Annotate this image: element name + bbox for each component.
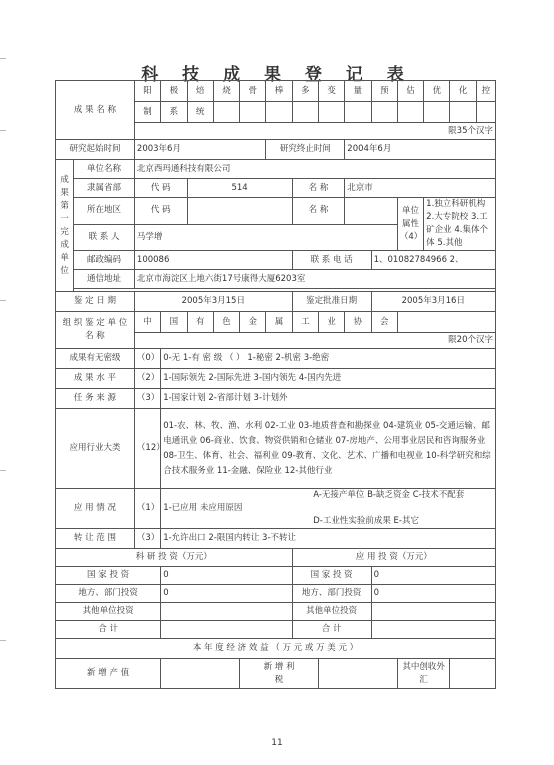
name-char: 量	[345, 81, 371, 102]
org-char: 属	[266, 312, 292, 333]
phone-label: 联 系 电 话	[292, 251, 371, 270]
postcode-value: 100086	[134, 251, 292, 270]
level-label: 成 果 水 平	[56, 369, 135, 389]
org-char: 金	[240, 312, 266, 333]
name-char: 多	[292, 81, 318, 102]
name-char: 估	[397, 81, 423, 102]
name-char: 阳	[134, 81, 160, 102]
org-limit-note: 限20个汉字	[134, 333, 495, 349]
end-time-label: 研究终止时间	[266, 140, 345, 160]
start-time-label: 研究起始时间	[56, 140, 135, 160]
secret-label: 成果有无密级	[56, 349, 135, 369]
application-opt2: A-无接产单位 B-缺乏资金 C-技术不配套	[313, 490, 465, 500]
org-char: 业	[318, 312, 344, 333]
name-char-empty	[476, 102, 495, 123]
region-code-label: 代 码	[134, 198, 187, 225]
level-options: 1-国际领先 2-国际先进 3-国内领先 4-国内先进	[161, 369, 496, 389]
affiliation-code-label: 代 码	[134, 179, 187, 198]
application-label: 应 用 情 况	[56, 489, 135, 529]
total-app-value	[371, 621, 495, 639]
approval-date-value: 2005年3月16日	[371, 292, 495, 312]
national-research-value: 0	[161, 567, 292, 585]
benefit-header: 本 年 度 经 济 效 益 （ 万 元 或 万 美 元 ）	[56, 639, 496, 659]
name-char: 化	[450, 81, 476, 102]
name-char: 极	[161, 81, 187, 102]
name-char: 棒	[266, 81, 292, 102]
new-value-label: 新 增 产 值	[56, 659, 161, 689]
affiliation-name-value: 北京市	[345, 179, 496, 198]
address-label: 通信地址	[74, 270, 135, 289]
org-char: 中	[134, 312, 160, 333]
unit-attr-text: 单位属性	[402, 205, 420, 229]
source-code: （3）	[134, 389, 160, 409]
other-app-value	[371, 603, 495, 621]
other-app-label: 其他单位投资	[292, 603, 371, 621]
name-char-empty	[240, 102, 266, 123]
total-app-label: 合 计	[292, 621, 371, 639]
achievement-name-label: 成 果 名 称	[56, 81, 135, 140]
new-profit-value	[318, 659, 397, 689]
affiliation-code-value: 514	[187, 179, 292, 198]
affiliation-label: 隶属省部	[74, 179, 135, 198]
national-app-label: 国 家 投 资	[292, 567, 371, 585]
local-app-value: 0	[371, 585, 495, 603]
margin-mark	[0, 58, 6, 59]
name-char: 焙	[187, 81, 213, 102]
forex-value	[450, 659, 496, 689]
unit-attr-label	[397, 198, 423, 251]
application-options	[161, 489, 496, 529]
total-research-label: 合 计	[56, 621, 161, 639]
name-char-empty	[450, 102, 476, 123]
other-research-value	[161, 603, 292, 621]
region-label: 所在地区	[74, 198, 135, 225]
name-char: 骨	[240, 81, 266, 102]
name-char-empty	[292, 102, 318, 123]
affiliation-name-label: 名 称	[292, 179, 345, 198]
name-char: 优	[424, 81, 450, 102]
margin-mark	[0, 470, 6, 471]
secret-code: （0）	[134, 349, 160, 369]
region-name-label: 名 称	[292, 198, 345, 225]
org-char: 会	[371, 312, 397, 333]
name-char-empty	[397, 102, 423, 123]
transfer-code: （3）	[134, 529, 160, 549]
transfer-label: 转 让 范 围	[56, 529, 135, 549]
postcode-label: 邮政编码	[74, 251, 135, 270]
local-app-label: 地方、部门投资	[292, 585, 371, 603]
region-code-value	[187, 198, 292, 225]
unit-name-value: 北京西玛通科技有限公司	[134, 160, 495, 179]
margin-mark	[0, 640, 6, 641]
transfer-options: 1-允许出口 2-限国内转让 3-不转让	[161, 529, 496, 549]
source-options: 1-国家计划 2-省部计划 3-计划外	[161, 389, 496, 409]
application-opt1: 1-已应用 未应用原因	[163, 503, 243, 513]
name-char: 制	[134, 102, 160, 123]
phone-value: 1、01082784966 2、	[371, 251, 495, 270]
name-char-empty	[266, 102, 292, 123]
local-research-label: 地方、部门投资	[56, 585, 161, 603]
unit-attr-value: （4）	[399, 231, 423, 242]
new-value-value	[161, 659, 240, 689]
name-char: 烧	[213, 81, 239, 102]
name-char: 变	[318, 81, 344, 102]
total-research-value	[161, 621, 292, 639]
org-char: 有	[187, 312, 213, 333]
margin-mark	[0, 300, 6, 301]
name-char-empty	[424, 102, 450, 123]
national-app-value: 0	[371, 567, 495, 585]
national-research-label: 国 家 投 资	[56, 567, 161, 585]
registration-form	[55, 80, 496, 689]
name-char-empty	[345, 102, 371, 123]
org-char: 国	[161, 312, 187, 333]
name-char-empty	[213, 102, 239, 123]
local-research-value: 0	[161, 585, 292, 603]
address-value: 北京市海淀区上地六街17号康得大厦6203室	[134, 270, 495, 289]
other-research-label: 其他单位投资	[56, 603, 161, 621]
org-char: 色	[213, 312, 239, 333]
margin-mark	[0, 130, 6, 131]
form-title: 科 技 成 果 登 记 表	[141, 65, 413, 85]
org-char: 工	[292, 312, 318, 333]
region-name-value	[345, 198, 398, 225]
appraisal-date-value: 2005年3月15日	[134, 292, 292, 312]
application-opt3: D-工业性实验前成果 E-其它	[313, 516, 419, 526]
end-time-value: 2004年6月	[345, 140, 496, 160]
first-unit-label: 成果第一完成单位	[56, 160, 74, 292]
name-char: 系	[161, 102, 187, 123]
contact-value: 马学增	[134, 224, 397, 251]
unit-attr-options: 1.独立科研机构 2.大专院校 3.工矿企业 4.集体个体 5.其他	[424, 198, 496, 251]
name-char: 控	[476, 81, 495, 102]
source-label: 任 务 来 源	[56, 389, 135, 409]
app-invest-header: 应 用 投 资（万元）	[292, 549, 495, 567]
name-limit-note: 限35个汉字	[134, 123, 495, 140]
industry-label: 应用行业大类	[56, 409, 135, 489]
name-char: 预	[371, 81, 397, 102]
unit-name-label: 单位名称	[74, 160, 135, 179]
start-time-value: 2003年6月	[134, 140, 265, 160]
secret-options: 0-无 1-有 密 级 （ ） 1-秘密 2-机密 3-绝密	[161, 349, 496, 369]
level-code: （2）	[134, 369, 160, 389]
name-char-empty	[371, 102, 397, 123]
appraisal-org-label: 组 织 鉴 定 单 位 名 称	[56, 312, 135, 349]
application-code: （1）	[134, 489, 160, 529]
contact-label: 联 系 人	[74, 224, 135, 251]
industry-options: 01-农、林、牧、渔、水利 02-工业 03-地质普查和勘探业 04-建筑业 05-交通运输、邮电通讯业 06-商业、饮食、物资供销和仓储业 07-房地产、公用事业居民和咨询服务业 08-卫生、体育、社会、福利业 09-教育、文化、艺术、广播和电视业 10-科学研究和综合技术服务业 11-金融、保险业 12-其他行业	[161, 409, 496, 489]
org-char-empty	[397, 312, 495, 333]
approval-date-label: 鉴定批准日期	[292, 292, 371, 312]
new-profit-label: 新 增 利 税	[240, 659, 319, 689]
research-invest-header: 科 研 投 资（万元）	[56, 549, 293, 567]
name-char: 统	[187, 102, 213, 123]
appraisal-date-label: 鉴 定 日 期	[56, 292, 135, 312]
org-char: 协	[345, 312, 371, 333]
page-number: 11	[271, 738, 283, 748]
forex-label: 其中创收外 汇	[397, 659, 450, 689]
name-char-empty	[318, 102, 344, 123]
industry-code: （12）	[134, 409, 160, 489]
